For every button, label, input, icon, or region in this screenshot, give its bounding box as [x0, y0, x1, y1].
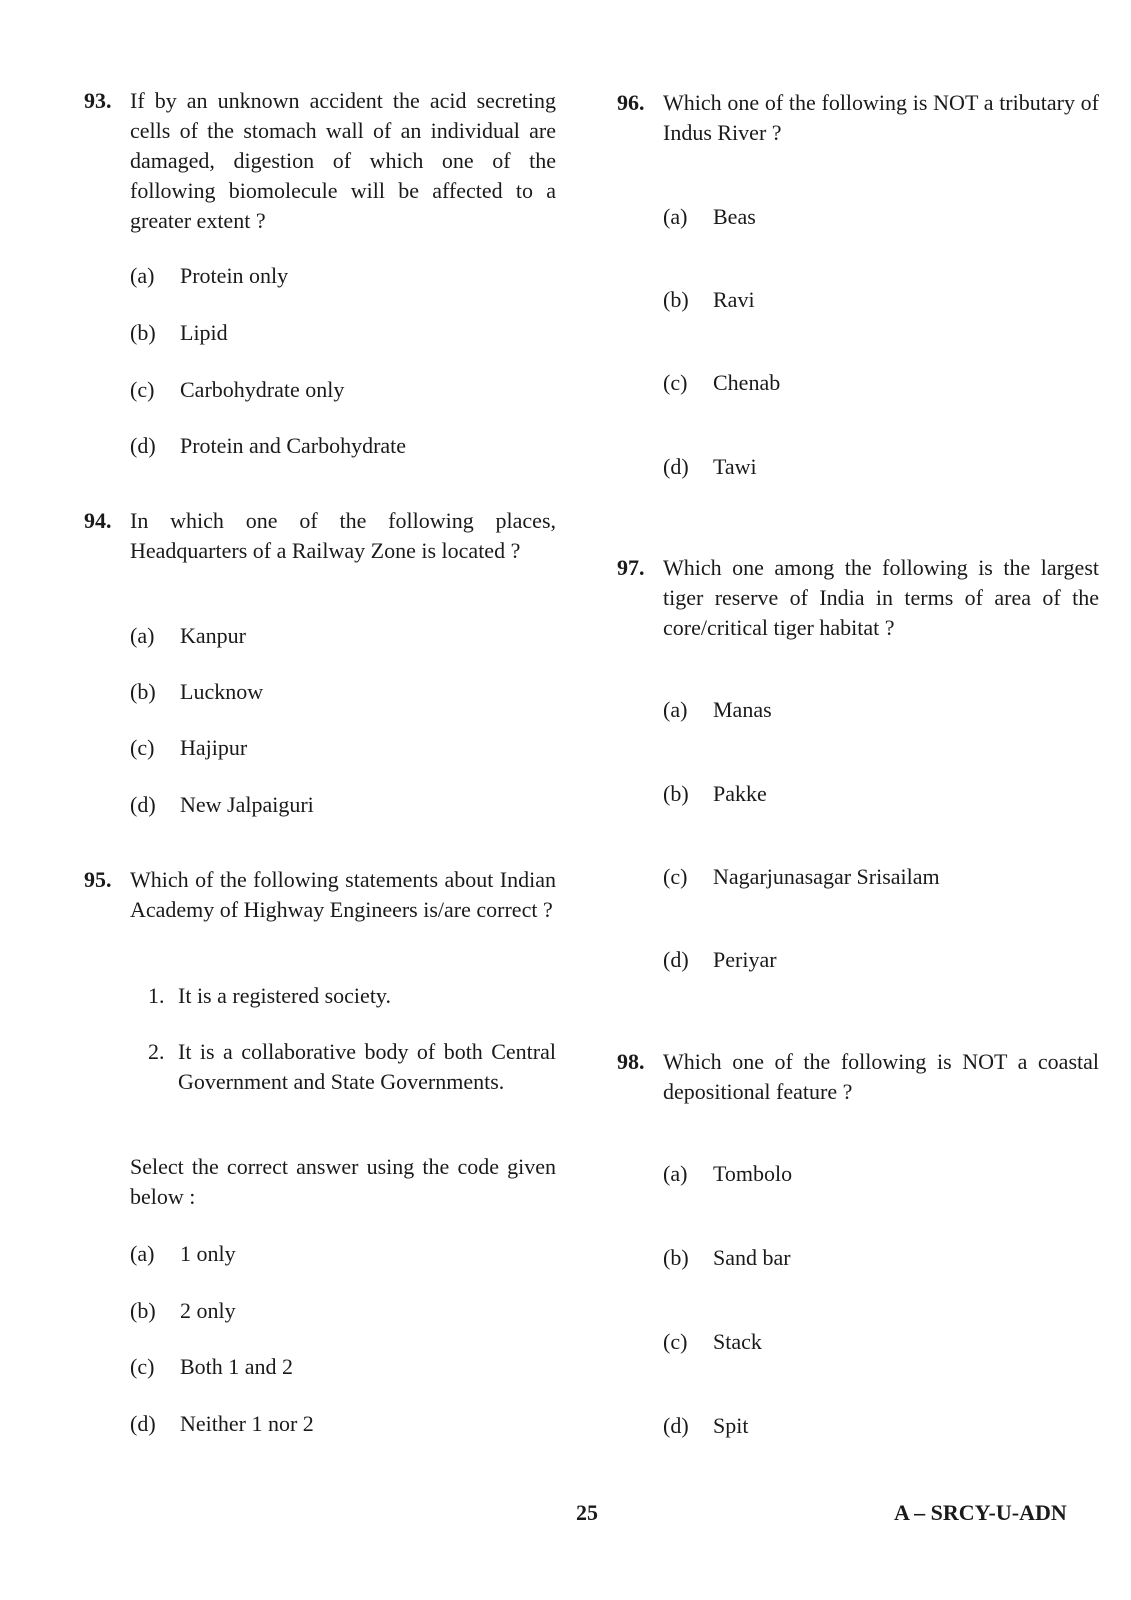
option-d: (d) Spit: [663, 1413, 749, 1438]
option-c: (c) Stack: [663, 1329, 762, 1354]
question-number: 93.: [84, 88, 112, 113]
question-text: Which one of the following is NOT a tributary of Indus River ?: [663, 90, 1099, 145]
answer-instruction: Select the correct answer using the code given below :: [130, 1154, 556, 1209]
option-b: (b) Lipid: [130, 320, 228, 345]
option-c: (c) Hajipur: [130, 735, 248, 760]
option-b: (b) Lucknow: [130, 679, 264, 704]
question-text: In which one of the following places, Headquarters of a Railway Zone is located ?: [130, 508, 556, 563]
question-text: If by an unknown accident the acid secreting cells of the stomach wall of an individual are damaged, digestion of which one of the following biomolecule will be affected to a greater extent ?: [130, 88, 556, 233]
option-a: (a) Protein only: [130, 263, 289, 288]
question-number: 94.: [84, 508, 112, 533]
option-a: (a) Beas: [663, 204, 756, 229]
option-d: (d) Tawi: [663, 454, 757, 479]
question-number: 95.: [84, 867, 112, 892]
question-number: 96.: [617, 90, 645, 115]
option-a: (a) Tombolo: [663, 1161, 793, 1186]
exam-page: 93. If by an unknown accident the acid secreting cells of the stomach wall of an individual are damaged, digestion of which one of the following biomolecule will be affected to a greater extent ? (a) Protein only (b) Lipid (c) Carbohydrate only (d) Protein and Carbohydrate 94. In which one of the following places, Headquarters of a Railway Zone is located ? (a) Kanpur (b) Lucknow (c) Hajipur (d) New Jalpaiguri 95. Which of the following statements about Indian Academy of Highway Engineers is/are correct ? 1. It is a registered society. 2. It is a collaborative body of both Central Government and State Governments. Select the correct answer using the code given below : (a) 1 only (b) 2 only (c) Both 1 and 2 (d) Neither 1 nor 2 96. Which one of the following is NOT a tributary of Indus River ? (a) Beas (b) Ravi (c) Chenab (d) Tawi 97. Which one among the following is the largest tiger reserve of India in terms of area of the core/critical tiger habitat ? (a) Manas (b) Pakke (c) Nagarjunasagar Srisailam (d) Periyar 98. Which one of the following is NOT a coastal depositional feature ? (a) Tombolo (b) Sand bar (c) Stack (d) Spit 25 A – SRCY-U-ADN: [0, 0, 1131, 1600]
option-c: (c) Both 1 and 2: [130, 1354, 294, 1379]
page-number: 25: [576, 1500, 598, 1525]
option-d: (d) Neither 1 nor 2: [130, 1411, 314, 1436]
option-a: (a) 1 only: [130, 1241, 236, 1266]
option-c: (c) Chenab: [663, 370, 781, 395]
option-b: (b) 2 only: [130, 1298, 236, 1323]
option-d: (d) Periyar: [663, 947, 777, 972]
option-a: (a) Manas: [663, 697, 772, 722]
question-number: 97.: [617, 555, 645, 580]
booklet-code: A – SRCY-U-ADN: [894, 1500, 1067, 1525]
option-c: (c) Nagarjunasagar Srisailam: [663, 864, 940, 889]
question-number: 98.: [617, 1049, 645, 1074]
question-text: Which of the following statements about Indian Academy of Highway Engineers is/are correct ?: [130, 867, 556, 922]
option-c: (c) Carbohydrate only: [130, 377, 345, 402]
question-text: Which one among the following is the largest tiger reserve of India in terms of area of the core/critical tiger habitat ?: [663, 555, 1099, 640]
option-b: (b) Ravi: [663, 287, 755, 312]
option-b: (b) Pakke: [663, 781, 767, 806]
option-d: (d) Protein and Carbohydrate: [130, 433, 407, 458]
option-d: (d) New Jalpaiguri: [130, 792, 314, 817]
option-a: (a) Kanpur: [130, 623, 246, 648]
question-text: Which one of the following is NOT a coastal depositional feature ?: [663, 1049, 1099, 1104]
option-b: (b) Sand bar: [663, 1245, 791, 1270]
